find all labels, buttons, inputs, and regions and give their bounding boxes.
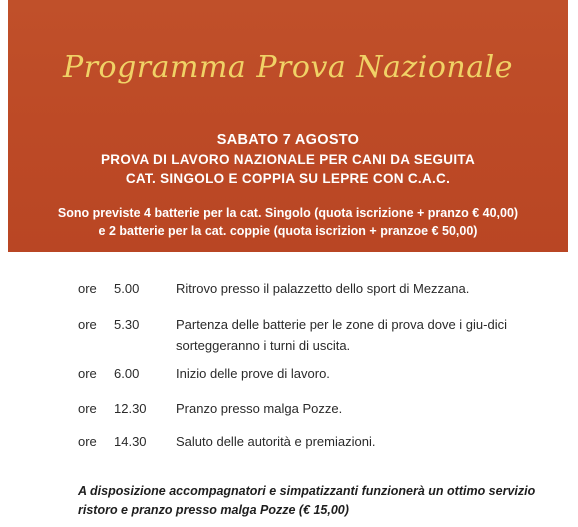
- ore-label: ore: [78, 366, 97, 381]
- ore-label: ore: [78, 401, 97, 416]
- schedule-description: Saluto delle autorità e premiazioni.: [176, 434, 376, 449]
- event-category: CAT. SINGOLO E COPPIA SU LEPRE CON C.A.C.: [125, 171, 451, 186]
- schedule-time: [78, 366, 139, 381]
- time-value: 14.30: [114, 434, 147, 449]
- schedule-time: [78, 317, 139, 332]
- footer-note: A disposizione accompagnatori e simpatizzanti funzionerà un ottimo servizio ristoro e pranzo presso malga Pozze (€ 15,00): [78, 484, 536, 517]
- page-title: Programma Prova Nazionale: [63, 50, 513, 85]
- info-line-coppie: e 2 batterie per la cat. coppie (quota iscrizion + pranzoe € 50,00): [98, 224, 478, 238]
- ore-label: ore: [78, 281, 97, 296]
- schedule-time: [78, 434, 147, 449]
- time-value: 12.30: [114, 401, 147, 416]
- time-value: 5.30: [114, 317, 140, 332]
- schedule-description: Partenza delle batterie per le zone di prova dove i giu-dici sorteggeranno i turni di uscita.: [176, 317, 507, 353]
- schedule-time: [78, 401, 147, 416]
- event-date: SABATO 7 AGOSTO: [216, 132, 360, 148]
- ore-label: ore: [78, 317, 97, 332]
- event-name: PROVA DI LAVORO NAZIONALE PER CANI DA SEGUITA: [100, 152, 475, 167]
- schedule-description: Pranzo presso malga Pozze.: [176, 401, 343, 416]
- info-line-singolo: Sono previste 4 batterie per la cat. Singolo (quota iscrizione + pranzo € 40,00): [57, 206, 519, 220]
- ore-label: ore: [78, 434, 97, 449]
- schedule-time: [78, 281, 139, 296]
- time-value: 6.00: [114, 366, 140, 381]
- time-value: 5.00: [114, 281, 140, 296]
- schedule-description: Ritrovo presso il palazzetto dello sport di Mezzana.: [176, 281, 470, 296]
- schedule-description: Inizio delle prove di lavoro.: [176, 366, 330, 381]
